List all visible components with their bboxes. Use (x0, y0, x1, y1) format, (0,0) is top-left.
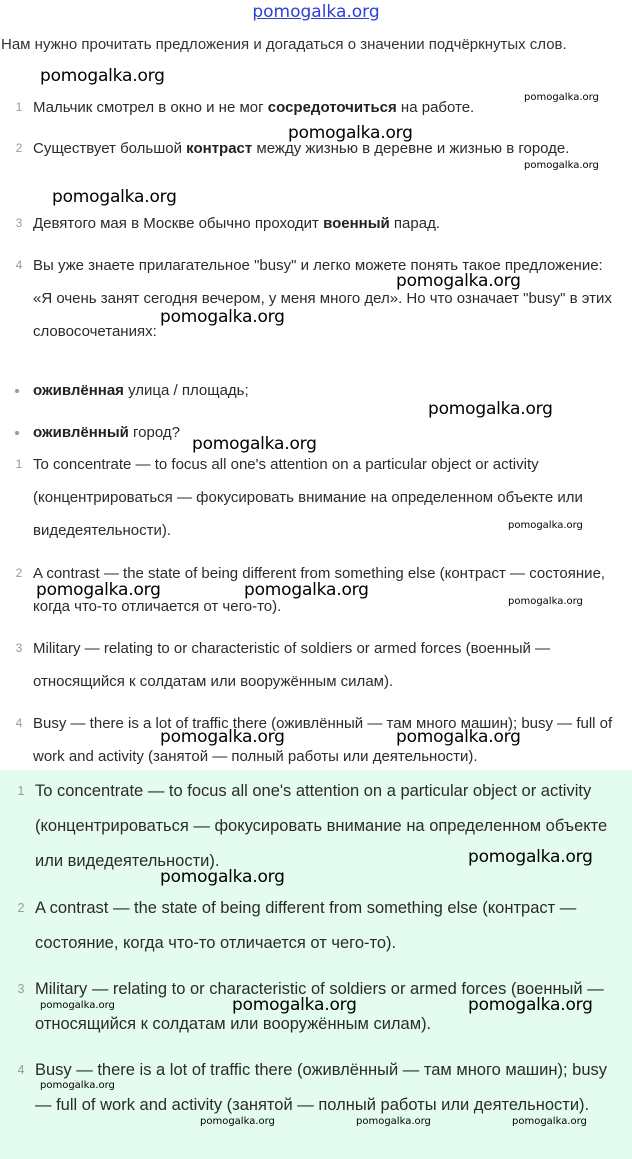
watermark: pomogalka.org (508, 520, 583, 531)
answer-number: 1 (17, 784, 25, 798)
bullet-text: улица / площадь; (123, 382, 249, 399)
watermark: pomogalka.org (244, 580, 369, 600)
watermark: pomogalka.org (36, 580, 161, 600)
answer-text: Military — relating to or characteristic of soldiers or armed forces (военный — относящийся к солдатам или вооружённым силам). (33, 640, 551, 690)
task-text: Существует большой (33, 140, 187, 157)
bullet-dot (15, 389, 19, 393)
watermark: pomogalka.org (52, 187, 177, 207)
watermark: pomogalka.org (192, 434, 317, 454)
answer-number: 4 (15, 716, 23, 730)
answer-text: A contrast — the state of being different from something else (контраст — состояние, когда что-то отличается от чего-то). (33, 565, 606, 615)
watermark: pomogalka.org (288, 123, 413, 143)
watermark: pomogalka.org (40, 1080, 115, 1091)
watermark: pomogalka.org (508, 596, 583, 607)
task-text: на работе. (396, 99, 475, 116)
answer-text: Busy — there is a lot of traffic there (оживлённый — там много машин); busy — full of work and activity (занятой — полный работы или деятельности). (35, 1061, 608, 1114)
answer-number: 4 (17, 1063, 25, 1077)
answer-text: To concentrate — to focus all one's attention on a particular object or activity (концентрироваться — фокусировать внимание на определенном объекте или видедеятельности). (35, 782, 608, 870)
task-number: 3 (15, 216, 23, 230)
answer-text: Busy — there is a lot of traffic there (оживлённый — там много машин); busy — full of work and activity (занятой — полный работы или деятельности). (33, 715, 613, 765)
highlight-word: военный (323, 215, 390, 232)
highlight-word: оживлённый (33, 424, 129, 441)
watermark: pomogalka.org (232, 995, 357, 1015)
site-header-link[interactable]: pomogalka.org (252, 2, 380, 22)
answer-text: Military — relating to or characteristic of soldiers or armed forces (военный — относящийся к солдатам или вооружённым силам). (35, 980, 604, 1033)
watermark: pomogalka.org (524, 160, 599, 171)
task-text: Вы уже знаете прилагательное "busy" и легко можете понять такое предложение: «Я очень занят сегодня вечером, у меня много дел». Но что означает "busy" в этих словосочетаниях: (33, 257, 612, 340)
task-text: Девятого мая в Москве обычно проходит (33, 215, 324, 232)
watermark: pomogalka.org (512, 1116, 587, 1127)
bullet-text: город? (128, 424, 180, 441)
highlight-word: сосредоточиться (267, 99, 397, 116)
watermark: pomogalka.org (356, 1116, 431, 1127)
task-text: между жизнью в деревне и жизнью в городе. (252, 140, 570, 157)
task-text: Мальчик смотрел в окно и не мог (33, 99, 268, 116)
answer-text: To concentrate — to focus all one's attention on a particular object or activity (концентрироваться — фокусировать внимание на определенном объекте или видедеятельности). (33, 456, 583, 539)
task-number: 4 (15, 258, 23, 272)
watermark: pomogalka.org (396, 271, 521, 291)
watermark: pomogalka.org (396, 727, 521, 747)
task-number: 2 (15, 141, 23, 155)
watermark: pomogalka.org (468, 847, 593, 867)
watermark: pomogalka.org (200, 1116, 275, 1127)
answer-text: A contrast — the state of being different from something else (контраст — состояние, когда что-то отличается от чего-то). (35, 899, 577, 952)
watermark: pomogalka.org (40, 1000, 115, 1011)
task-text: парад. (389, 215, 440, 232)
watermark: pomogalka.org (468, 995, 593, 1015)
task-intro: Нам нужно прочитать предложения и догадаться о значении подчёркнутых слов. (1, 36, 567, 53)
bullet-dot (15, 431, 19, 435)
answer-number: 3 (15, 641, 23, 655)
highlight-word: оживлённая (33, 382, 124, 399)
answer-number: 2 (17, 901, 25, 915)
watermark: pomogalka.org (40, 66, 165, 86)
highlight-word: контраст (186, 140, 253, 157)
answer-number: 1 (15, 457, 23, 471)
task-number: 1 (15, 100, 23, 114)
watermark: pomogalka.org (160, 867, 285, 887)
watermark: pomogalka.org (160, 307, 285, 327)
watermark: pomogalka.org (524, 92, 599, 103)
watermark: pomogalka.org (428, 399, 553, 419)
answer-number: 2 (15, 566, 23, 580)
watermark: pomogalka.org (160, 727, 285, 747)
answer-number: 3 (17, 982, 25, 996)
